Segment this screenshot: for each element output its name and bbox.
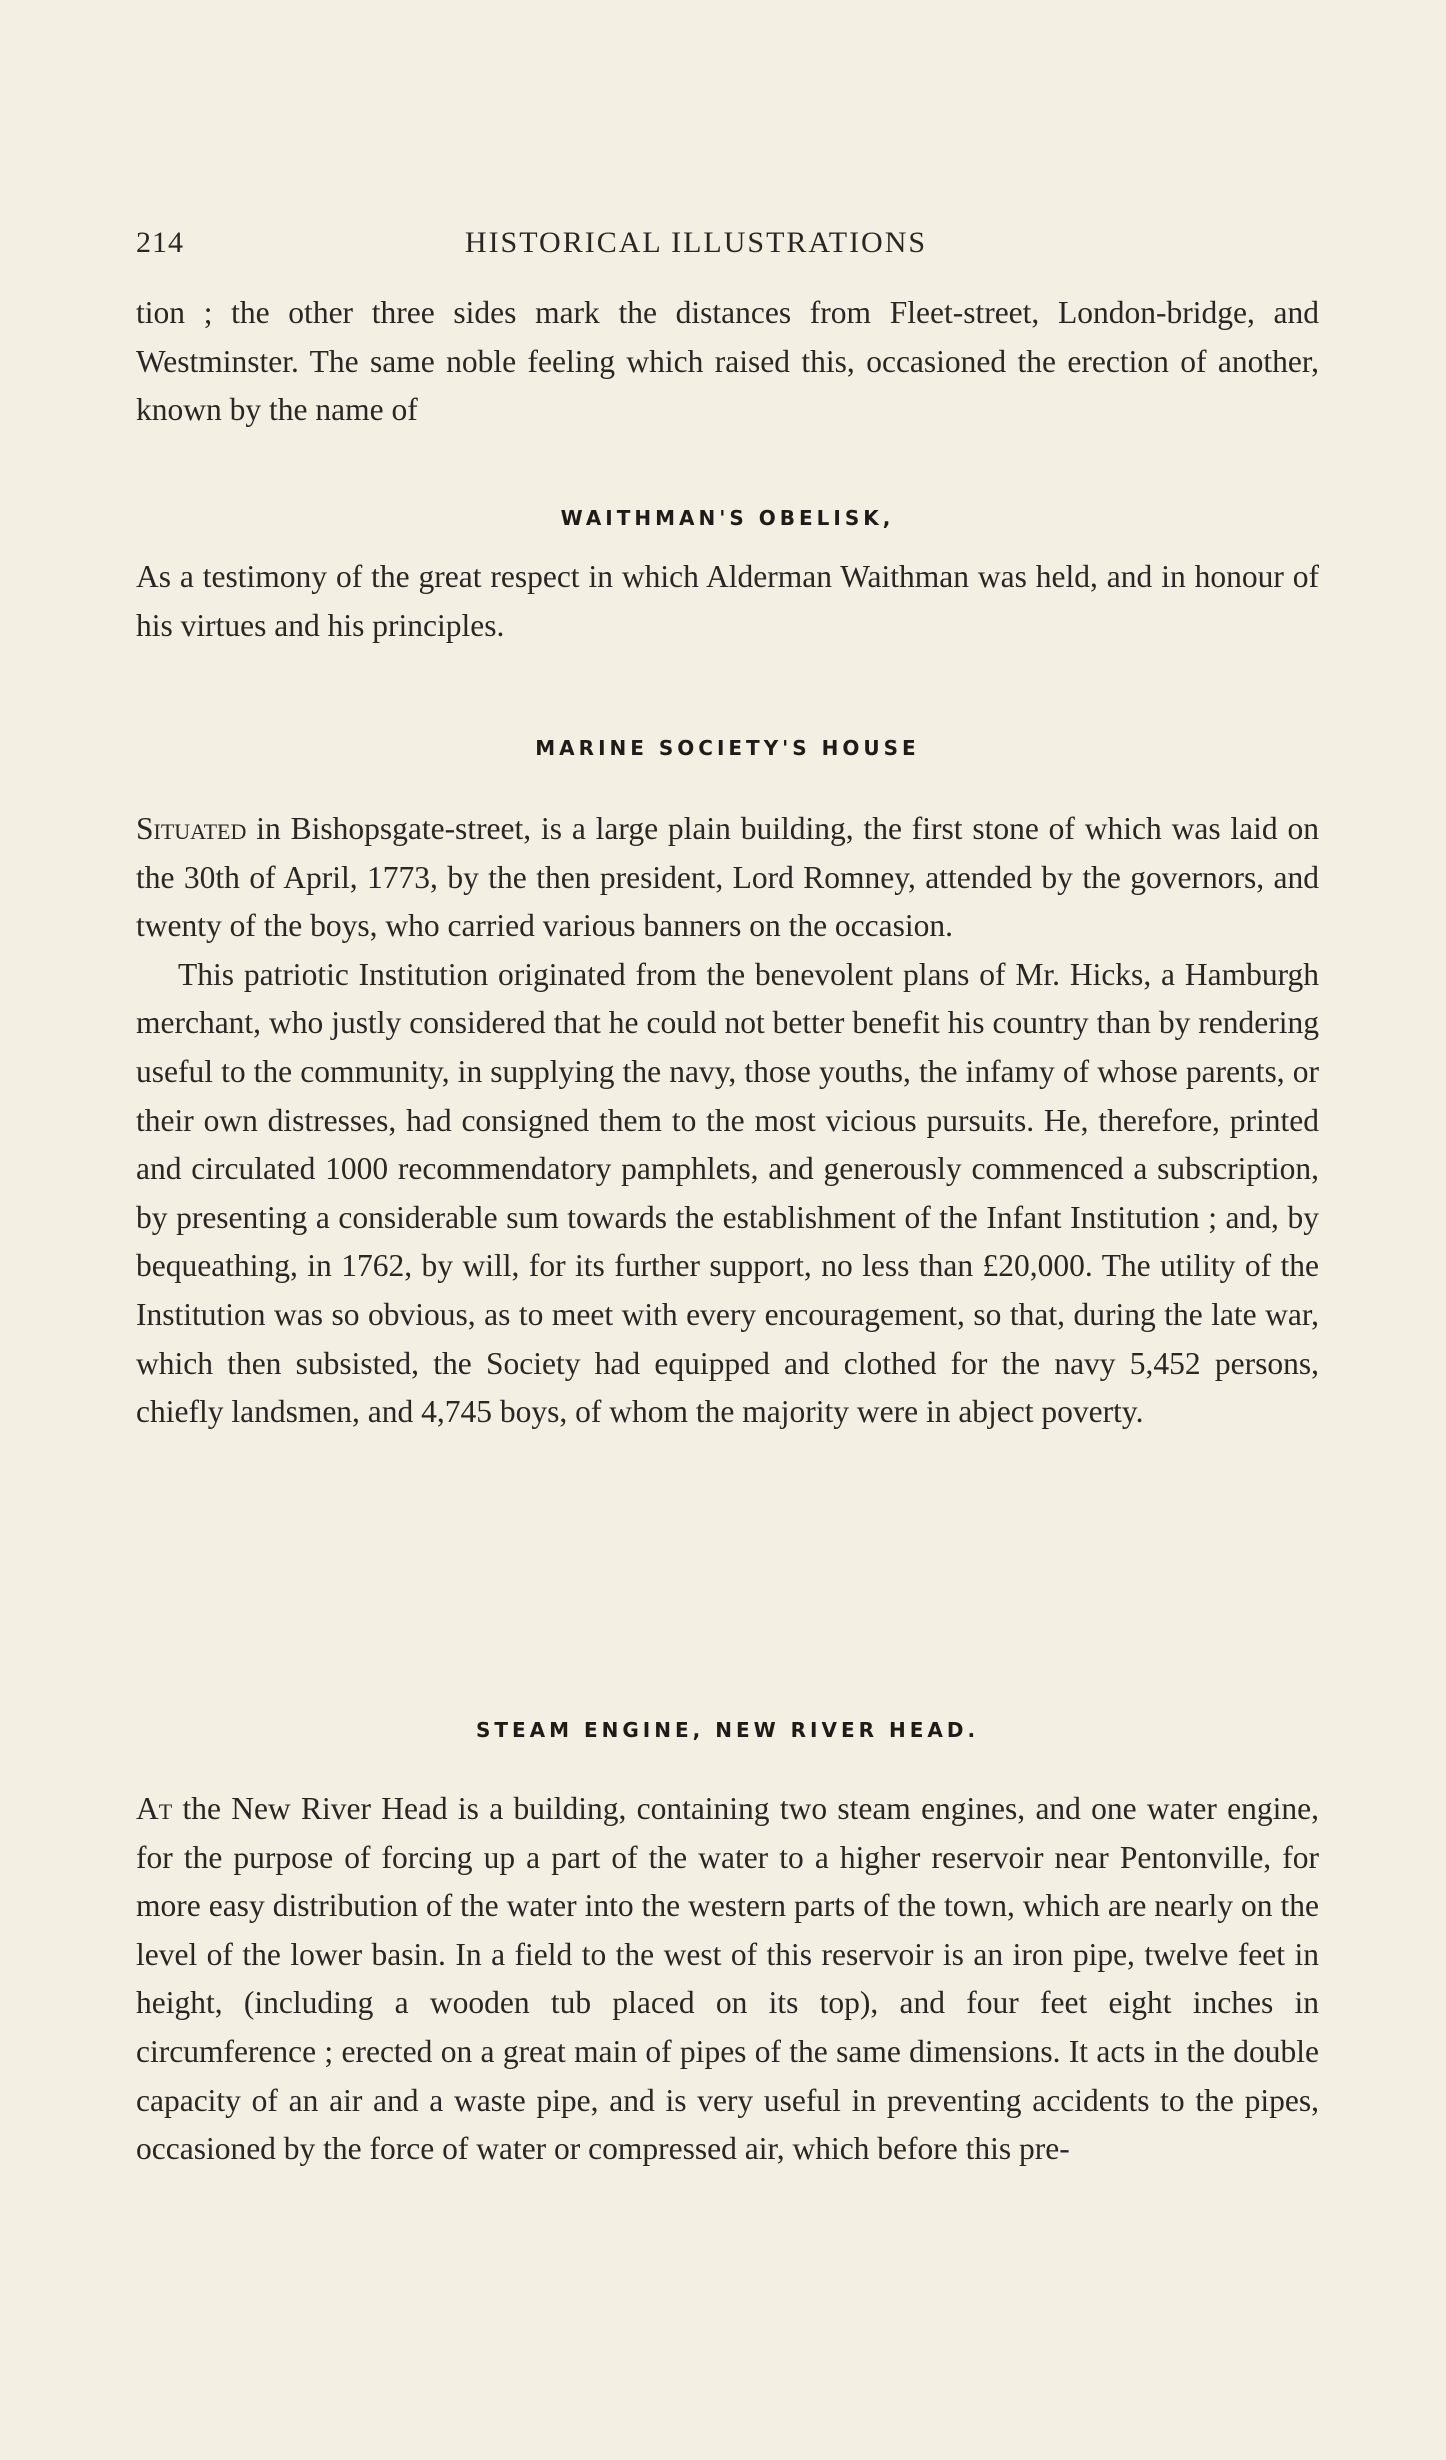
waithman-heading: WAITHMAN'S OBELISK,	[560, 506, 895, 530]
marine-paragraph-1	[136, 805, 1319, 951]
steam-section	[136, 1785, 1319, 2174]
marine-paragraph-1-text: in Bishopsgate-street, is a large plain building, the first stone of which was laid on the 30th of April, 1773, by the then president, Lord Romney, attended by the governors, and twenty of the boys, who carried various banners on the occasion.	[136, 811, 1319, 944]
marine-section	[136, 805, 1319, 1437]
running-head	[136, 226, 1336, 266]
intro-paragraph	[136, 289, 1319, 435]
waithman-paragraph	[136, 553, 1319, 650]
marine-lead-word: Situated	[136, 811, 247, 846]
steam-heading: STEAM ENGINE, NEW RIVER HEAD.	[475, 1718, 980, 1742]
page-number: 214	[136, 226, 184, 259]
running-title: HISTORICAL ILLUSTRATIONS	[464, 226, 928, 259]
steam-paragraph-1-text: the New River Head is a building, containing two steam engines, and one water engine, for the purpose of forcing up a part of the water to a higher reservoir near Pentonville, for more easy distribution of the water into the western parts of the town, which are nearly on the level of the lower basin. In a field to the west of this reservoir is an iron pipe, twelve feet in height, (including a wooden tub placed on its top), and four feet eight inches in circumference ; erected on a great main of pipes of the same dimensions. It acts in the double capacity of an air and a waste pipe, and is very useful in preventing accidents to the pipes, occasioned by the force of water or compressed air, which before this pre-	[136, 1791, 1319, 2167]
intro-text: tion ; the other three sides mark the distances from Fleet-street, London-bridge, and Westminster. The same noble feeling which raised this, occasioned the erection of another, known by the name of	[136, 295, 1319, 428]
waithman-text: As a testimony of the great respect in which Alderman Waithman was held, and in honour of his virtues and his principles.	[136, 559, 1319, 643]
steam-paragraph-1	[136, 1785, 1319, 2174]
marine-heading: MARINE SOCIETY'S HOUSE	[535, 736, 920, 760]
marine-paragraph-2: This patriotic Institution originated from the benevolent plans of Mr. Hicks, a Hamburgh merchant, who justly considered that he could not better benefit his country than by rendering useful to the community, in supplying the navy, those youths, the infamy of whose parents, or their own distresses, had consigned them to the most vicious pursuits. He, therefore, printed and circulated 1000 recommendatory pamphlets, and generously commenced a subscription, by presenting a considerable sum towards the establishment of the Infant Institution ; and, by bequeathing, in 1762, by will, for its further support, no less than £20,000. The utility of the Institution was so obvious, as to meet with every encouragement, so that, during the late war, which then subsisted, the Society had equipped and clothed for the navy 5,452 persons, chiefly landsmen, and 4,745 boys, of whom the majority were in abject poverty.	[136, 956, 1319, 1430]
steam-lead-word: At	[136, 1791, 173, 1826]
